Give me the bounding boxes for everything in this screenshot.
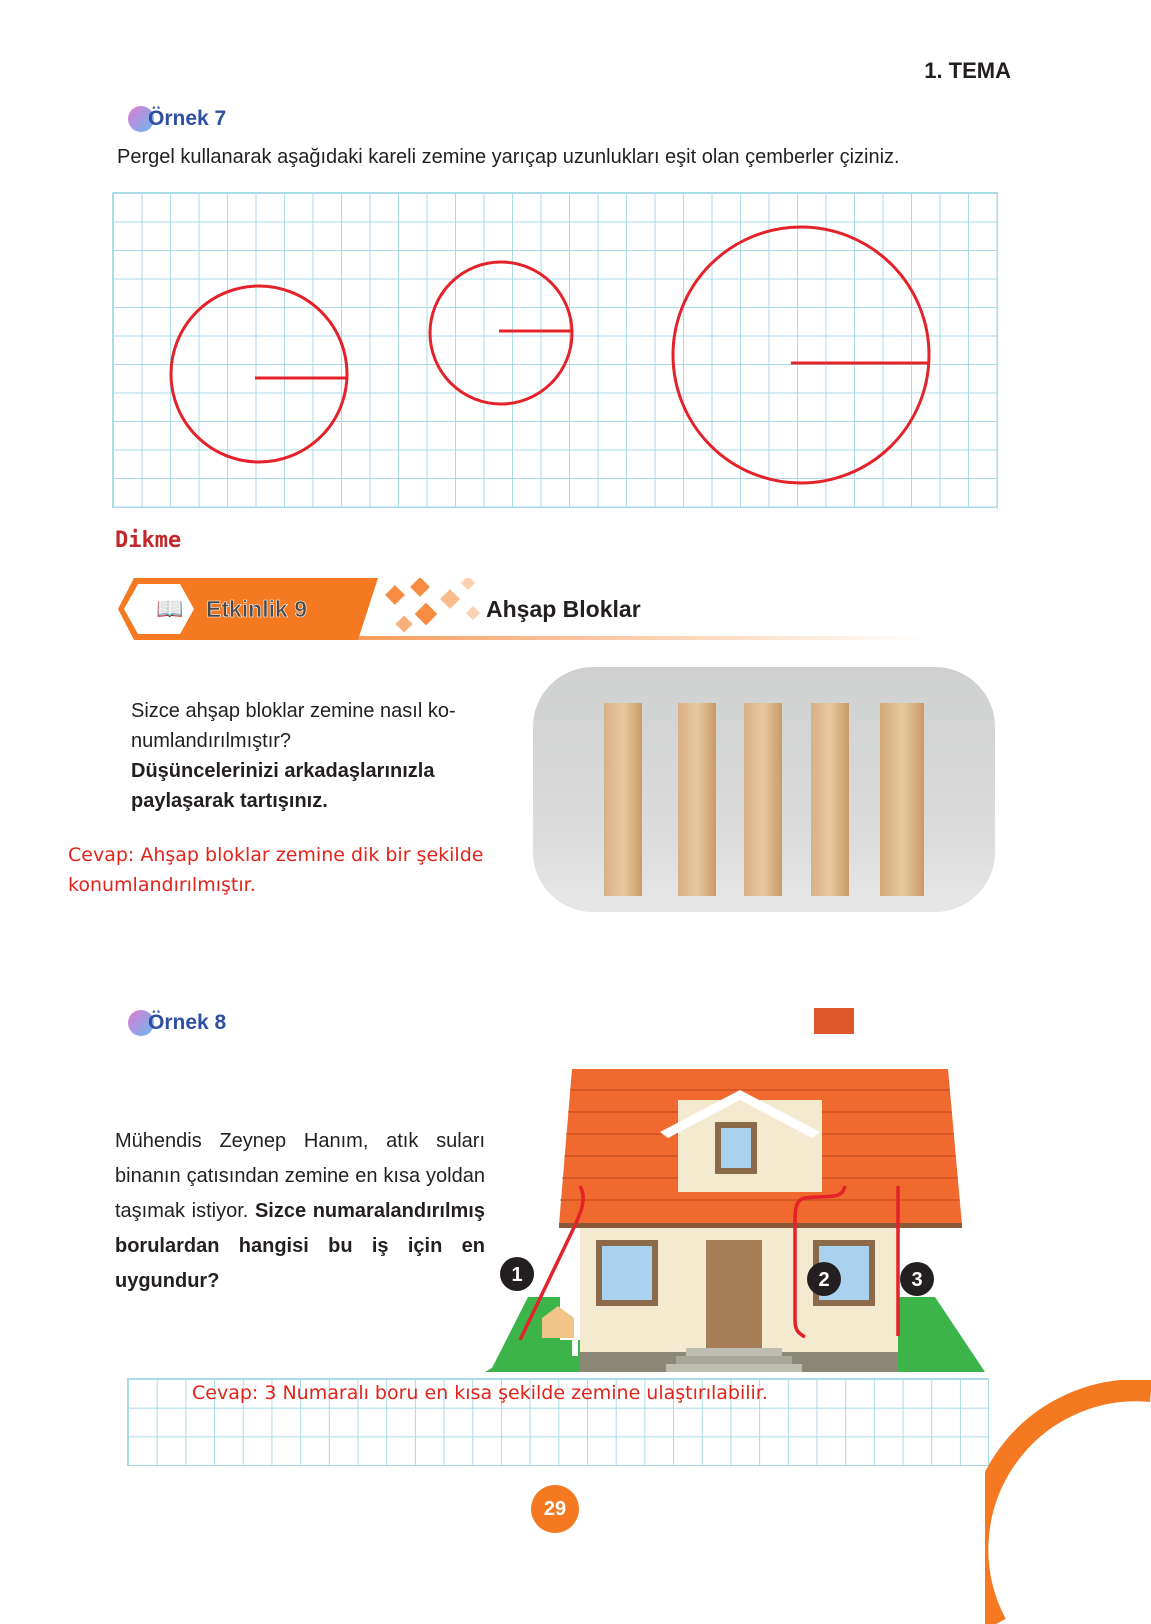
pipe-label-2: 2 [818,1269,830,1291]
wood-block [880,703,924,896]
house-illustration [480,1000,1000,1380]
page-number: 29 [531,1485,579,1533]
activity-question-bold: Düşüncelerinizi arkadaşlarınızla paylaşarak tartışınız. [131,760,435,812]
example-7-text: Örnek 7 [148,107,227,130]
pipe-label-1: 1 [511,1264,523,1286]
wood-block [678,703,716,896]
activity-banner [118,598,948,662]
wood-block [811,703,849,896]
example-8-text-bold: Sizce numaralandırılmış borulardan hangisi bu iş için en uygundur? [115,1200,485,1292]
activity-label: Etkinlik 9 [206,596,307,622]
activity-question-text: Sizce ahşap bloklar zemine nasıl ko-numlandırılmıştır? [131,700,456,752]
example-8-label [128,1010,226,1036]
wood-block [744,703,782,896]
book-icon: 📖 [156,596,184,621]
decorative-arc [985,1380,1151,1624]
example-8-text-body: Mühendis Zeynep Hanım, atık suları binanın çatısından zemine en kısa yoldan taşımak istiyor. [115,1130,485,1222]
circles-drawing [113,193,997,507]
door [706,1240,762,1348]
example-8-answer: Cevap: 3 Numaralı boru en kısa şekilde zemine ulaştırılabilir. [192,1382,768,1404]
activity-title: Ahşap Bloklar [486,596,641,622]
example-7-question: Pergel kullanarak aşağıdaki kareli zemine yarıçap uzunlukları eşit olan çemberler çiziniz. [117,146,900,168]
wood-block [604,703,642,896]
activity-answer: Cevap: Ahşap bloklar zemine dik bir şekilde konumlandırılmıştır. [68,844,484,896]
activity-question [131,696,493,816]
section-title: Dikme [115,528,182,553]
circle-1 [171,286,347,462]
theme-header: 1. TEMA [924,58,1011,83]
circle-3 [673,227,929,483]
example-7-label [128,106,226,132]
grid-paper [112,192,998,508]
chimney [814,1008,854,1034]
wooden-blocks-photo [533,667,995,912]
pipe-label-3: 3 [911,1269,923,1291]
example-8-question [115,1124,485,1299]
circle-2 [430,262,572,404]
example-8-text: Örnek 8 [148,1011,227,1034]
